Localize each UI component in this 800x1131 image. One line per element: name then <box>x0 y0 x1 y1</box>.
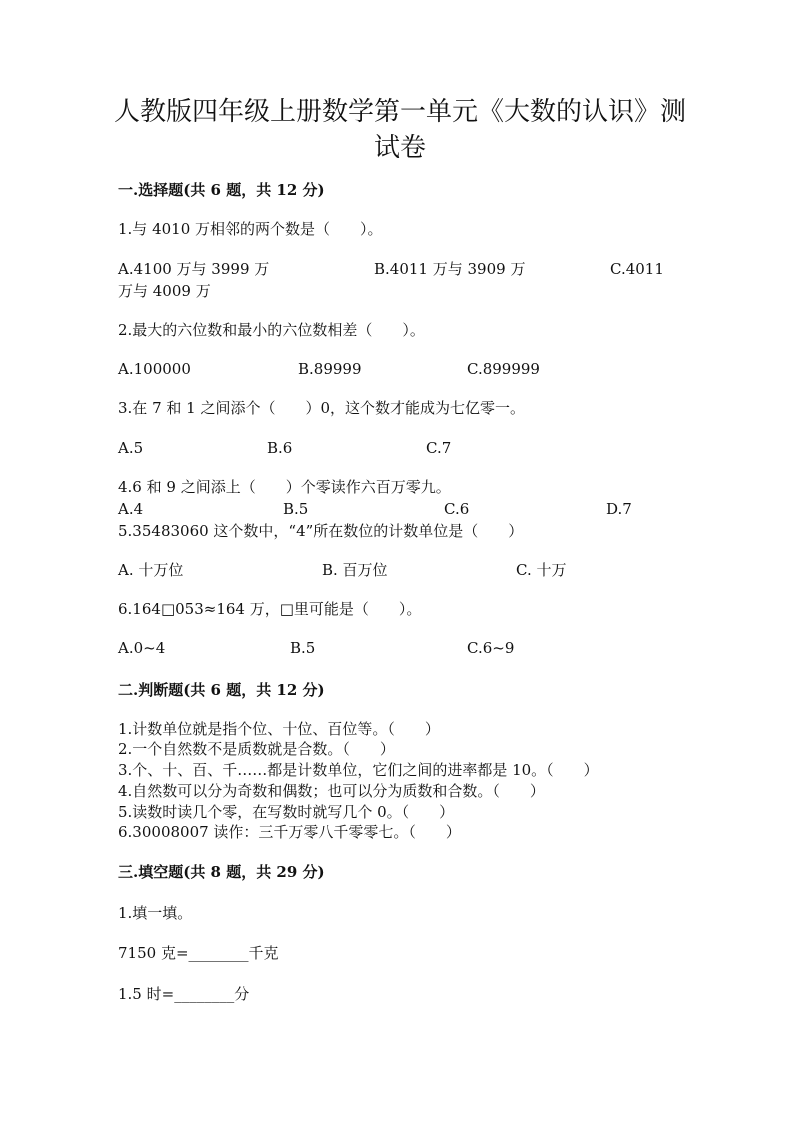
judge-item: 2.一个自然数不是质数就是合数。（ ） <box>118 740 395 758</box>
option: B.5 <box>283 500 309 518</box>
option: A.4 <box>118 500 144 518</box>
page-title <box>110 94 690 166</box>
judge-item: 6.30008007 读作：三千万零八千零零七。（ ） <box>118 823 461 841</box>
option: C.6 <box>444 500 470 518</box>
option: A. 十万位 <box>118 561 184 579</box>
option: B.89999 <box>298 360 362 378</box>
fill-item: 1.5 时=________分 <box>118 985 250 1003</box>
question-stem: 2.最大的六位数和最小的六位数相差（ ）。 <box>118 321 425 339</box>
option: B.6 <box>267 439 293 457</box>
option-continuation: 万与 4009 万 <box>118 282 211 300</box>
option: B. 百万位 <box>322 561 388 579</box>
option: A.4100 万与 3999 万 <box>118 260 270 278</box>
option: C. 十万 <box>516 561 567 579</box>
section-heading-choice: 一.选择题(共 6 题，共 12 分) <box>118 181 325 199</box>
option: C.6~9 <box>467 639 515 657</box>
fill-item: 7150 克=________千克 <box>118 944 279 962</box>
judge-item: 3.个、十、百、千……都是计数单位，它们之间的进率都是 10。（ ） <box>118 761 599 779</box>
section-heading-judge: 二.判断题(共 6 题，共 12 分) <box>118 681 325 699</box>
option: A.0~4 <box>118 639 166 657</box>
question-stem: 3.在 7 和 1 之间添个（ ）0，这个数才能成为七亿零一。 <box>118 399 526 417</box>
option: B.4011 万与 3909 万 <box>374 260 526 278</box>
question-stem: 5.35483060 这个数中，“4”所在数位的计数单位是（ ） <box>118 522 524 540</box>
judge-item: 4.自然数可以分为奇数和偶数；也可以分为质数和合数。（ ） <box>118 782 545 800</box>
option: C.4011 <box>610 260 664 278</box>
question-stem: 4.6 和 9 之间添上（ ）个零读作六百万零九。 <box>118 478 451 496</box>
title-line-1: 人教版四年级上册数学第一单元《大数的认识》测 <box>113 97 686 127</box>
option: B.5 <box>290 639 316 657</box>
question-stem: 6.164□053≈164 万，□里可能是（ ）。 <box>118 600 422 618</box>
option: D.7 <box>606 500 632 518</box>
title-line-2: 试卷 <box>373 133 426 163</box>
option: C.899999 <box>467 360 540 378</box>
question-stem: 1.与 4010 万相邻的两个数是（ ）。 <box>118 220 383 238</box>
option: A.100000 <box>118 360 191 378</box>
fill-item: 1.填一填。 <box>118 904 193 922</box>
section-heading-fill: 三.填空题(共 8 题，共 29 分) <box>118 863 325 881</box>
option: C.7 <box>426 439 452 457</box>
judge-item: 5.读数时读几个零，在写数时就写几个 0。（ ） <box>118 803 455 821</box>
judge-item: 1.计数单位就是指个位、十位、百位等。（ ） <box>118 720 440 738</box>
option: A.5 <box>118 439 144 457</box>
